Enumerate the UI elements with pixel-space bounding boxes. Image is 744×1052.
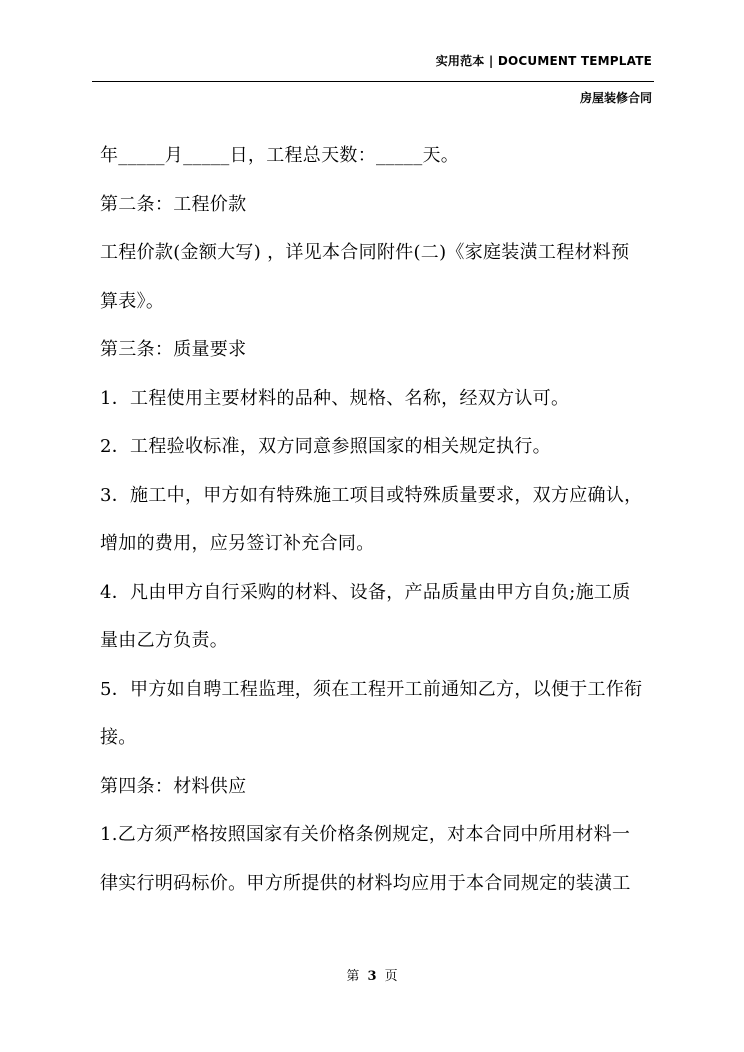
body-line: 1.乙方须严格按照国家有关价格条例规定，对本合同中所用材料一 bbox=[100, 824, 631, 845]
header-divider bbox=[92, 81, 654, 82]
footer-prefix: 第 bbox=[346, 969, 360, 984]
page-number: 3 bbox=[367, 969, 377, 984]
body-line: 3．施工中，甲方如有特殊施工项目或特殊质量要求，双方应确认， bbox=[100, 484, 643, 506]
body-line: 5．甲方如自聘工程监理，须在工程开工前通知乙方，以便于工作衔 bbox=[100, 678, 643, 700]
body-line: 1．工程使用主要材料的品种、规格、名称，经双方认可。 bbox=[100, 387, 570, 409]
section-heading-price: 第二条：工程价款 bbox=[100, 193, 247, 215]
section-heading-materials: 第四条：材料供应 bbox=[100, 775, 247, 797]
section-heading-quality: 第三条：质量要求 bbox=[100, 339, 247, 360]
body-line: 2．工程验收标准，双方同意参照国家的相关规定执行。 bbox=[100, 436, 551, 457]
header-template-label: 实用范本 | DOCUMENT TEMPLATE bbox=[435, 54, 652, 68]
contract-body bbox=[100, 140, 660, 916]
body-line: 算表》。 bbox=[100, 290, 165, 312]
body-line: 年_____月_____日，工程总天数：_____天。 bbox=[100, 145, 460, 166]
footer-suffix: 页 bbox=[384, 969, 398, 984]
body-line: 增加的费用，应另签订补充合同。 bbox=[100, 533, 375, 554]
page-footer bbox=[0, 965, 744, 984]
header-document-title: 房屋装修合同 bbox=[579, 91, 652, 105]
body-line: 4．凡由甲方自行采购的材料、设备，产品质量由甲方自负;施工质 bbox=[100, 581, 631, 603]
body-line: 量由乙方负责。 bbox=[100, 630, 229, 651]
body-line: 工程价款(金额大写) ，详见本合同附件(二)《家庭装潢工程材料预 bbox=[100, 242, 630, 263]
body-line: 接。 bbox=[100, 727, 137, 748]
body-line: 律实行明码标价。甲方所提供的材料均应用于本合同规定的装潢工 bbox=[100, 872, 631, 894]
